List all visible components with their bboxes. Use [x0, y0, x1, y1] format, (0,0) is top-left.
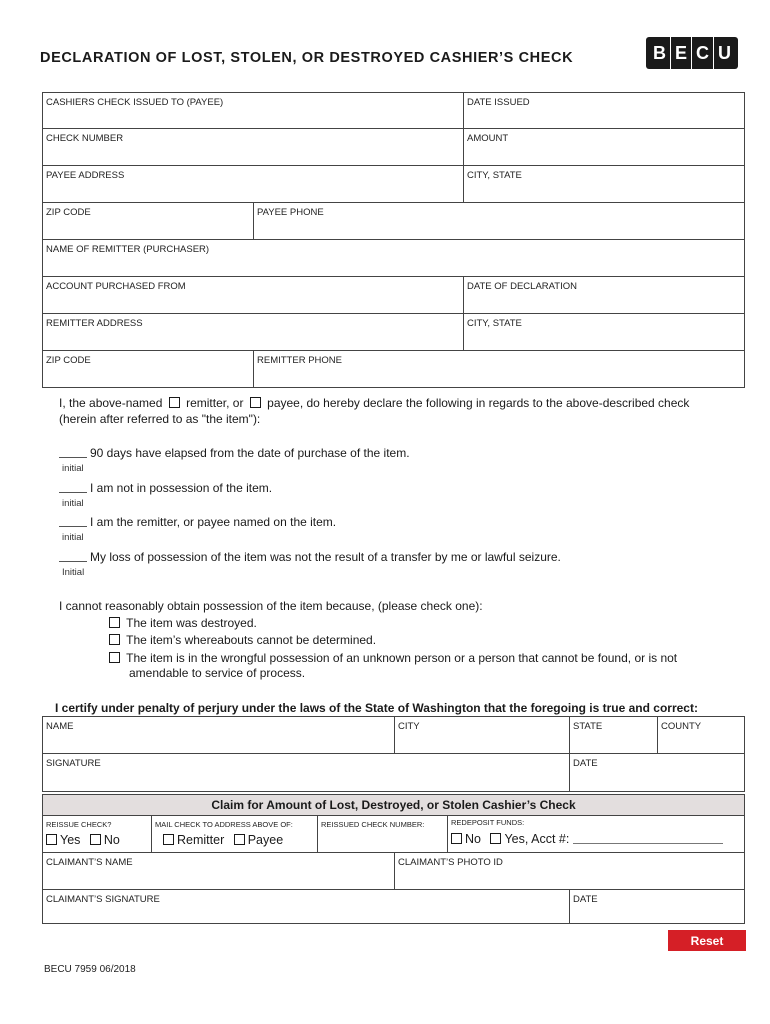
- zip-field-1[interactable]: [43, 203, 253, 239]
- payee-phone-label: PAYEE PHONE: [257, 207, 324, 218]
- zip-label-2: ZIP CODE: [46, 355, 91, 366]
- certify-signature-input[interactable]: [46, 770, 566, 788]
- reset-button[interactable]: Reset: [668, 930, 746, 951]
- row-remitter-name: [42, 240, 745, 277]
- payee-field[interactable]: [43, 93, 463, 128]
- mail-remitter-label: Remitter: [177, 833, 225, 847]
- claimant-signature-field[interactable]: [43, 890, 569, 923]
- reissued-number-label: REISSUED CHECK NUMBER:: [321, 820, 425, 829]
- row-claimant-signature: [42, 890, 745, 924]
- city-state-field-1[interactable]: [463, 166, 744, 202]
- certify-county-field[interactable]: [657, 717, 744, 753]
- initial-field-2[interactable]: [59, 482, 87, 493]
- initial-label-2: initial: [62, 498, 84, 509]
- reissue-no-label: No: [103, 833, 120, 847]
- claimant-date-field[interactable]: [569, 890, 744, 923]
- reason-2-checkbox[interactable]: [109, 634, 120, 645]
- mail-payee-label: Payee: [247, 833, 284, 847]
- mail-check-field: [151, 816, 317, 852]
- row-check-number: [42, 129, 745, 166]
- claimant-date-label: DATE: [573, 894, 598, 905]
- payee-checkbox[interactable]: [250, 397, 261, 408]
- amount-input[interactable]: [467, 144, 741, 162]
- certify-county-label: COUNTY: [661, 721, 702, 732]
- certify-date-field[interactable]: [569, 754, 744, 791]
- row-remitter-address: [42, 314, 745, 351]
- remitter-phone-input[interactable]: [257, 366, 741, 384]
- redeposit-no-label: No: [465, 832, 481, 846]
- initial-field-3[interactable]: [59, 516, 87, 527]
- reissue-label: REISSUE CHECK?: [46, 820, 112, 829]
- statement-4-text: My loss of possession of the item was not the result of a transfer by me or lawful seizure.: [90, 550, 561, 564]
- declaration-intro: [59, 396, 689, 410]
- claimant-photo-label: CLAIMANT’S PHOTO ID: [398, 857, 503, 868]
- reason-2: [106, 633, 376, 647]
- payee-input[interactable]: [46, 107, 460, 125]
- certify-date-label: DATE: [573, 758, 598, 769]
- payee-address-field[interactable]: [43, 166, 463, 202]
- date-issued-label: DATE ISSUED: [467, 97, 530, 108]
- reason-3-label: The item is in the wrongful possession of an unknown person or a person that cannot be found, or is not: [126, 651, 678, 665]
- certify-signature-field[interactable]: [43, 754, 569, 791]
- redeposit-no-checkbox[interactable]: [451, 833, 462, 844]
- payee-phone-field[interactable]: [253, 203, 744, 239]
- statement-1: [59, 446, 410, 460]
- becu-logo: [646, 37, 738, 69]
- certify-statement: I certify under penalty of perjury under the laws of the State of Washington that the foregoing is true and correct:: [55, 701, 698, 715]
- zip-field-2[interactable]: [43, 351, 253, 387]
- payee-phone-input[interactable]: [257, 218, 741, 236]
- row-certify-signature: [42, 754, 745, 792]
- row-payee-zip: [42, 203, 745, 240]
- certify-state-input[interactable]: [573, 732, 654, 750]
- declaration-intro-a: I, the above-named: [59, 396, 163, 410]
- payee-label: CASHIERS CHECK ISSUED TO (PAYEE): [46, 97, 224, 108]
- statement-1-text: 90 days have elapsed from the date of purchase of the item.: [90, 446, 410, 460]
- reissued-number-field[interactable]: [317, 816, 447, 852]
- claim-section: [42, 794, 745, 924]
- reason-1: [106, 616, 257, 630]
- row-remitter-zip: [42, 351, 745, 388]
- account-from-field[interactable]: [43, 277, 463, 313]
- account-from-label: ACCOUNT PURCHASED FROM: [46, 281, 186, 292]
- check-info-grid: [42, 92, 745, 388]
- date-declaration-input[interactable]: [467, 292, 741, 310]
- remitter-checkbox[interactable]: [169, 397, 180, 408]
- certify-name-input[interactable]: [46, 732, 391, 750]
- remitter-name-input[interactable]: [46, 255, 741, 273]
- remitter-address-field[interactable]: [43, 314, 463, 350]
- date-declaration-field[interactable]: [463, 277, 744, 313]
- statement-2: [59, 481, 272, 495]
- remitter-option-label: remitter, or: [186, 396, 244, 410]
- statement-2-text: I am not in possession of the item.: [90, 481, 273, 495]
- redeposit-yes-checkbox[interactable]: [490, 833, 501, 844]
- remitter-phone-field[interactable]: [253, 351, 744, 387]
- certify-city-label: CITY: [398, 721, 420, 732]
- redeposit-yes-label: Yes, Acct #:: [504, 832, 570, 846]
- account-from-input[interactable]: [46, 292, 460, 310]
- initial-label-4: Initial: [62, 567, 85, 578]
- reissue-field: [43, 816, 151, 852]
- form-footer: BECU 7959 06/2018: [44, 964, 136, 975]
- logo-letter-b: B: [649, 37, 671, 69]
- remitter-address-label: REMITTER ADDRESS: [46, 318, 143, 329]
- city-state-input-1[interactable]: [467, 181, 741, 199]
- row-payee-address: [42, 166, 745, 203]
- payee-address-input[interactable]: [46, 181, 460, 199]
- claimant-date-input[interactable]: [573, 902, 741, 920]
- certify-signature-label: SIGNATURE: [46, 758, 101, 769]
- amount-field[interactable]: [463, 129, 744, 165]
- claim-heading: Claim for Amount of Lost, Destroyed, or Stolen Cashier’s Check: [42, 794, 745, 815]
- initial-label-1: initial: [62, 463, 84, 474]
- certify-city-field[interactable]: [394, 717, 569, 753]
- remitter-phone-label: REMITTER PHONE: [257, 355, 342, 366]
- check-number-field[interactable]: [43, 129, 463, 165]
- reissue-yes-checkbox[interactable]: [46, 834, 57, 845]
- row-account: [42, 277, 745, 314]
- certify-name-label: NAME: [46, 721, 74, 732]
- date-declaration-label: DATE OF DECLARATION: [467, 281, 577, 292]
- declaration-intro-b: (herein after referred to as "the item"):: [59, 412, 261, 426]
- city-state-field-2[interactable]: [463, 314, 744, 350]
- date-issued-input[interactable]: [467, 107, 741, 125]
- mail-check-label: MAIL CHECK TO ADDRESS ABOVE OF:: [155, 820, 293, 829]
- redeposit-label: REDEPOSIT FUNDS:: [451, 818, 525, 827]
- account-number-field[interactable]: [573, 831, 723, 844]
- certify-city-input[interactable]: [398, 732, 566, 750]
- logo-letter-e: E: [671, 37, 692, 69]
- initial-field-1[interactable]: [59, 447, 87, 458]
- reissue-options: [43, 833, 120, 847]
- row-claim-options: [42, 815, 745, 853]
- payee-address-label: PAYEE ADDRESS: [46, 170, 125, 181]
- reissue-yes-label: Yes: [60, 833, 81, 847]
- reason-3-continued: amendable to service of process.: [129, 666, 306, 680]
- initial-label-3: initial: [62, 532, 84, 543]
- amount-label: AMOUNT: [467, 133, 509, 144]
- zip-input-2[interactable]: [46, 366, 250, 384]
- certify-state-field[interactable]: [569, 717, 657, 753]
- certify-county-input[interactable]: [661, 732, 741, 750]
- certify-grid: [42, 716, 745, 792]
- check-number-input[interactable]: [46, 144, 460, 162]
- reason-3-checkbox[interactable]: [109, 652, 120, 663]
- row-claimant-name: [42, 853, 745, 890]
- claimant-signature-label: CLAIMANT’S SIGNATURE: [46, 894, 160, 905]
- city-state-input-2[interactable]: [467, 329, 741, 347]
- certify-name-field[interactable]: [43, 717, 394, 753]
- mail-remitter-checkbox[interactable]: [163, 834, 174, 845]
- check-number-label: CHECK NUMBER: [46, 133, 124, 144]
- claimant-photo-input[interactable]: [398, 868, 741, 886]
- reason-1-label: The item was destroyed.: [126, 616, 257, 630]
- zip-input-1[interactable]: [46, 218, 250, 236]
- certify-state-label: STATE: [573, 721, 603, 732]
- mail-payee-checkbox[interactable]: [234, 834, 245, 845]
- claimant-signature-input[interactable]: [46, 902, 566, 920]
- claimant-photo-field[interactable]: [394, 853, 744, 889]
- payee-option-label: payee, do hereby declare the following in regards to the above-described check: [267, 396, 690, 410]
- city-state-label-2: CITY, STATE: [467, 318, 522, 329]
- city-state-label-1: CITY, STATE: [467, 170, 522, 181]
- reissued-number-input[interactable]: [321, 831, 444, 849]
- cannot-obtain-text: I cannot reasonably obtain possession of the item because, (please check one):: [59, 599, 483, 613]
- reason-3: [106, 651, 677, 665]
- statement-4: [59, 550, 561, 564]
- reissue-no-checkbox[interactable]: [90, 834, 101, 845]
- claimant-name-label: CLAIMANT’S NAME: [46, 857, 133, 868]
- claimant-name-field[interactable]: [43, 853, 394, 889]
- row-payee: [42, 92, 745, 129]
- remitter-name-field[interactable]: [43, 240, 744, 276]
- statement-3: [59, 515, 336, 529]
- redeposit-field: [447, 816, 744, 852]
- remitter-name-label: NAME OF REMITTER (PURCHASER): [46, 244, 210, 255]
- logo-letter-c: C: [692, 37, 714, 69]
- statement-3-text: I am the remitter, or payee named on the item.: [90, 515, 337, 529]
- reason-2-label: The item’s whereabouts cannot be determined.: [126, 633, 377, 647]
- initial-field-4[interactable]: [59, 551, 87, 562]
- logo-letter-u: U: [718, 43, 732, 63]
- form-title: DECLARATION OF LOST, STOLEN, OR DESTROYED CASHIER’S CHECK: [40, 50, 574, 66]
- redeposit-options: [448, 831, 723, 846]
- remitter-address-input[interactable]: [46, 329, 460, 347]
- row-certify-name: [42, 716, 745, 754]
- reason-1-checkbox[interactable]: [109, 617, 120, 628]
- claimant-name-input[interactable]: [46, 868, 391, 886]
- zip-label-1: ZIP CODE: [46, 207, 91, 218]
- certify-date-input[interactable]: [573, 770, 741, 788]
- mail-check-options: [160, 833, 283, 847]
- date-issued-field[interactable]: [463, 93, 744, 128]
